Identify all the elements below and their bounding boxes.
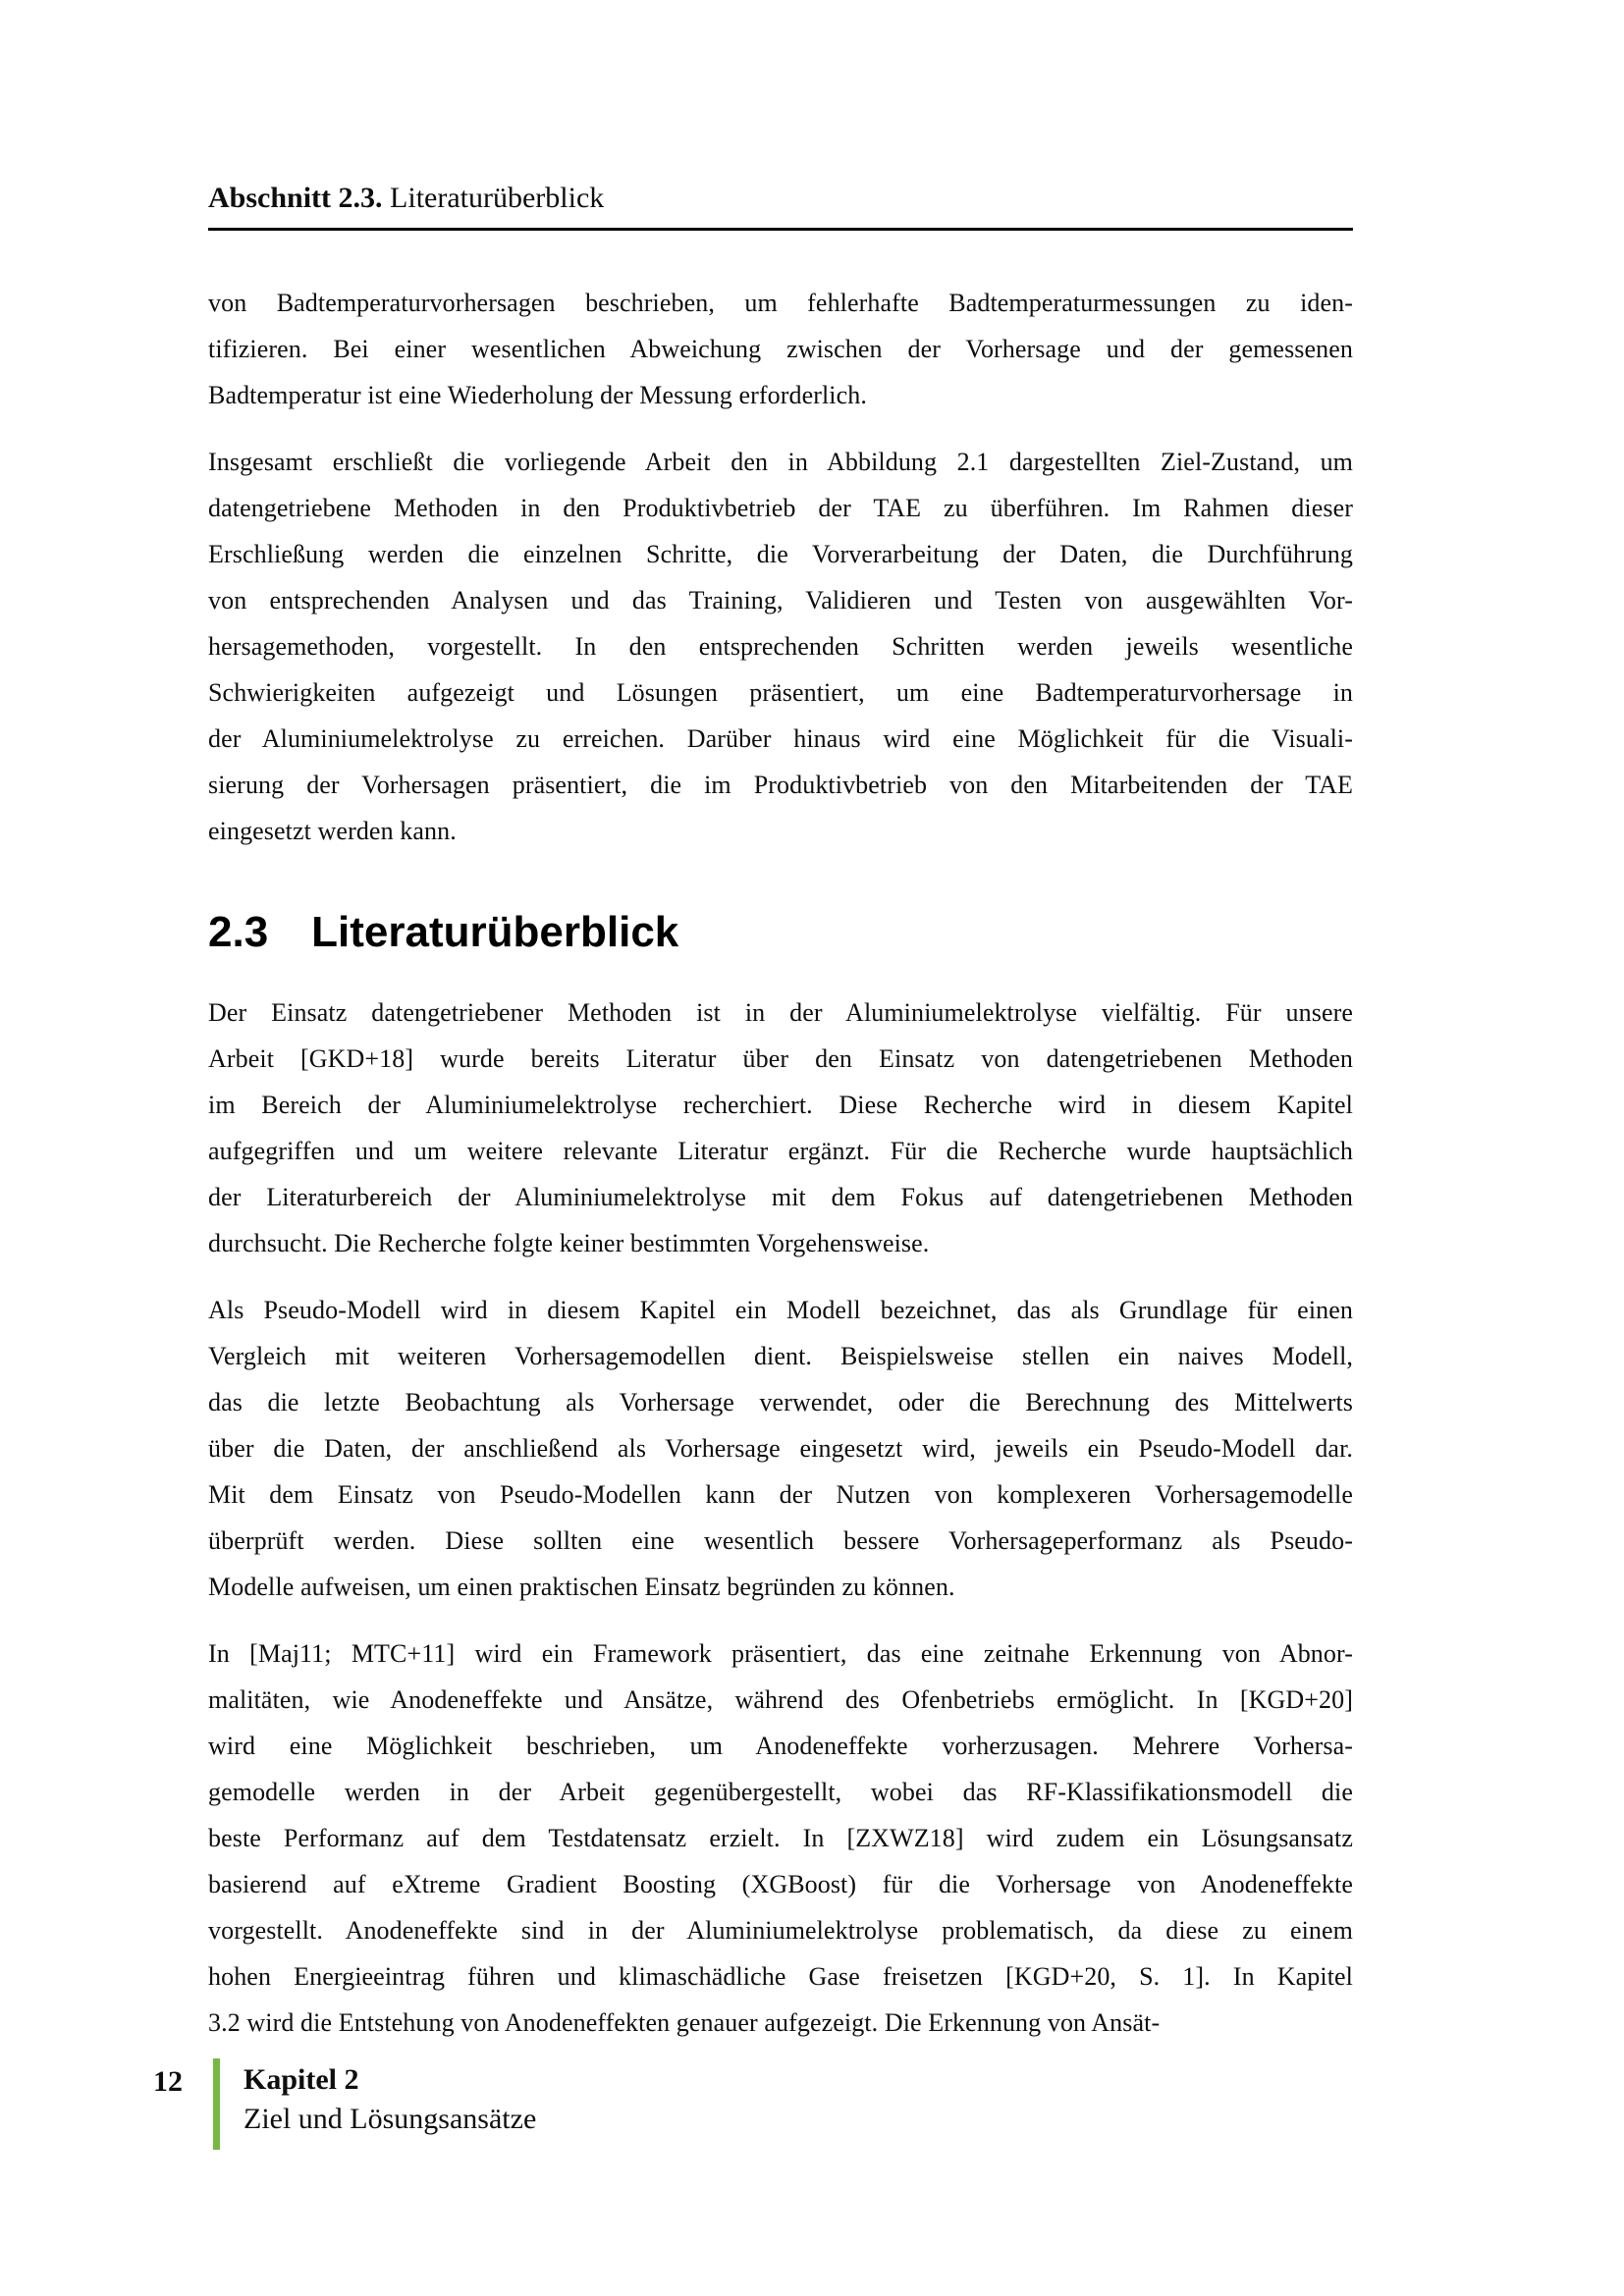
paragraph-line: tifizieren. Bei einer wesentlichen Abweichung zwischen der Vorhersage und der gemessenen bbox=[208, 335, 1353, 363]
paragraph-line: Modelle aufweisen, um einen praktischen Einsatz begründen zu können. bbox=[208, 1573, 955, 1601]
paragraph-line: In [Maj11; MTC+11] wird ein Framework präsentiert, das eine zeitnahe Erkennung von Abnor- bbox=[208, 1639, 1353, 1668]
paragraph-line: Vergleich mit weiteren Vorhersagemodellen dient. Beispielsweise stellen ein naives Modell, bbox=[208, 1342, 1353, 1370]
paragraph-line: basierend auf eXtreme Gradient Boosting (XGBoost) für die Vorhersage von Anodeneffekte bbox=[208, 1870, 1353, 1898]
section-heading-number: 2.3 bbox=[208, 908, 269, 956]
paragraph-line: Arbeit [GKD+18] wurde bereits Literatur über den Einsatz von datengetriebenen Methoden bbox=[208, 1044, 1353, 1073]
paragraph bbox=[208, 1630, 1353, 2046]
running-head bbox=[208, 181, 1353, 231]
body-text bbox=[208, 280, 1353, 2046]
paragraph-line: das die letzte Beobachtung als Vorhersage verwendet, oder die Berechnung des Mittelwerts bbox=[208, 1388, 1353, 1416]
paragraph-line: wird eine Möglichkeit beschrieben, um Anodeneffekte vorherzusagen. Mehrere Vorhersa- bbox=[208, 1732, 1353, 1760]
text-column bbox=[208, 0, 1353, 2046]
paragraph-line: Der Einsatz datengetriebener Methoden ist in der Aluminiumelektrolyse vielfältig. Für unsere bbox=[208, 998, 1353, 1027]
paragraph-line: überprüft werden. Diese sollten eine wesentlich bessere Vorhersageperformanz als Pseudo- bbox=[208, 1526, 1353, 1555]
paragraph-line: von Badtemperaturvorhersagen beschrieben, um fehlerhafte Badtemperaturmessungen zu iden- bbox=[208, 289, 1353, 317]
paragraph-line: hersagemethoden, vorgestellt. In den entsprechenden Schritten werden jeweils wesentliche bbox=[208, 632, 1353, 661]
paragraph-line: malitäten, wie Anodeneffekte und Ansätze, während des Ofenbetriebs ermöglicht. In [KGD+20] bbox=[208, 1685, 1353, 1714]
footer-page-number: 12 bbox=[153, 2065, 183, 2098]
footer-accent-bar bbox=[213, 2058, 220, 2150]
running-head-section-title: Literaturüberblick bbox=[390, 182, 605, 214]
paragraph-line: aufgegriffen und um weitere relevante Literatur ergänzt. Für die Recherche wurde hauptsächlich bbox=[208, 1137, 1353, 1165]
paragraph-line: Badtemperatur ist eine Wiederholung der Messung erforderlich. bbox=[208, 381, 867, 409]
paragraph bbox=[208, 439, 1353, 854]
paragraph bbox=[208, 280, 1353, 418]
paragraph-line: sierung der Vorhersagen präsentiert, die im Produktivbetrieb von den Mitarbeitenden der TAE bbox=[208, 771, 1353, 799]
footer-chapter-block bbox=[244, 2061, 536, 2138]
paragraph-line: hohen Energieeintrag führen und klimaschädliche Gase freisetzen [KGD+20, S. 1]. In Kapitel bbox=[208, 1962, 1353, 1991]
footer-chapter-title: Ziel und Lösungsansätze bbox=[244, 2103, 537, 2135]
paragraph-line: 3.2 wird die Entstehung von Anodeneffekten genauer aufgezeigt. Die Erkennung von Ansät- bbox=[208, 2008, 1161, 2037]
paragraph-line: vorgestellt. Anodeneffekte sind in der Aluminiumelektrolyse problematisch, da diese zu einem bbox=[208, 1916, 1353, 1945]
paragraph-line: beste Performanz auf dem Testdatensatz erzielt. In [ZXWZ18] wird zudem ein Lösungsansatz bbox=[208, 1824, 1353, 1852]
paragraph-line: durchsucht. Die Recherche folgte keiner bestimmten Vorgehensweise. bbox=[208, 1229, 930, 1257]
paragraph-line: Mit dem Einsatz von Pseudo-Modellen kann der Nutzen von komplexeren Vorhersagemodelle bbox=[208, 1480, 1353, 1509]
paragraph-line: Als Pseudo-Modell wird in diesem Kapitel ein Modell bezeichnet, das als Grundlage für einen bbox=[208, 1296, 1353, 1324]
paragraph bbox=[208, 989, 1353, 1266]
paragraph-line: gemodelle werden in der Arbeit gegenübergestellt, wobei das RF-Klassifikationsmodell die bbox=[208, 1778, 1353, 1806]
paragraph-line: Schwierigkeiten aufgezeigt und Lösungen präsentiert, um eine Badtemperaturvorhersage in bbox=[208, 678, 1353, 707]
section-heading-title: Literaturüberblick bbox=[311, 908, 679, 956]
paragraph-line: im Bereich der Aluminiumelektrolyse recherchiert. Diese Recherche wird in diesem Kapitel bbox=[208, 1091, 1353, 1119]
paragraph-line: Insgesamt erschließt die vorliegende Arbeit den in Abbildung 2.1 dargestellten Ziel-Zustand, um bbox=[208, 448, 1353, 476]
paragraph-line: datengetriebene Methoden in den Produktivbetrieb der TAE zu überführen. Im Rahmen dieser bbox=[208, 494, 1353, 522]
paragraph-line: von entsprechenden Analysen und das Training, Validieren und Testen von ausgewählten Vor- bbox=[208, 586, 1353, 614]
paragraph bbox=[208, 1287, 1353, 1610]
paragraph-line: der Literaturbereich der Aluminiumelektrolyse mit dem Fokus auf datengetriebenen Methoden bbox=[208, 1183, 1353, 1211]
footer-chapter-label: Kapitel 2 bbox=[244, 2063, 359, 2096]
section-heading bbox=[208, 907, 1353, 958]
paragraph-line: Erschließung werden die einzelnen Schritte, die Vorverarbeitung der Daten, die Durchführung bbox=[208, 540, 1353, 568]
paragraph-line: der Aluminiumelektrolyse zu erreichen. Darüber hinaus wird eine Möglichkeit für die Visuali- bbox=[208, 724, 1353, 753]
paragraph-line: eingesetzt werden kann. bbox=[208, 817, 457, 845]
paragraph-line: über die Daten, der anschließend als Vorhersage eingesetzt wird, jeweils ein Pseudo-Modell dar. bbox=[208, 1434, 1353, 1463]
running-head-section-label: Abschnitt 2.3. bbox=[208, 182, 383, 214]
